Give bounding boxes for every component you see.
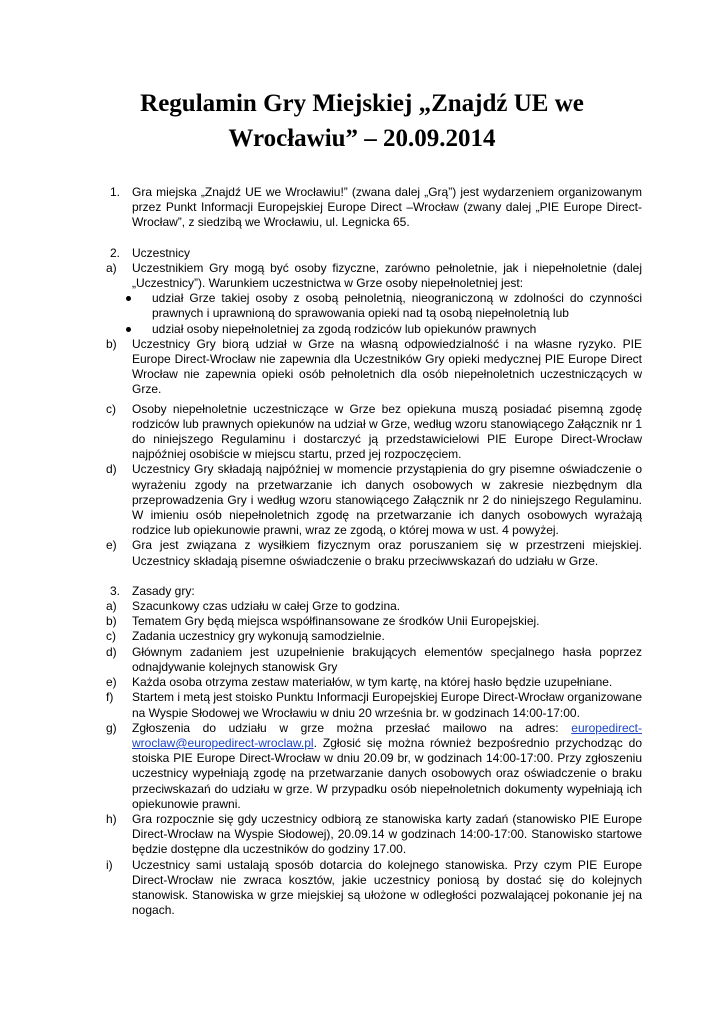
section-2-item-b: [106, 337, 642, 398]
item-marker: d): [106, 462, 117, 477]
item-text: Uczestnikiem Gry mogą być osoby fizyczne, zarówno pełnoletnie, jak i niepełnoletnie (dalej „Uczestnicy”). Warunkiem uczestnictwa w Grze osoby niepełnoletniej jest:: [132, 260, 642, 291]
item-text: Gra jest związana z wysiłkiem fizycznym oraz poruszaniem się w przestrzeni miejskiej. Uczestnicy składają pisemne oświadczenie o braku przeciwwskazań do udziału w Grze.: [132, 538, 642, 568]
item-marker: a): [106, 260, 117, 275]
item-marker: e): [106, 675, 117, 690]
item-text: Każda osoba otrzyma zestaw materiałów, w tym kartę, na której hasło będzie uzupełniane.: [132, 675, 613, 690]
item-marker: a): [106, 599, 117, 614]
item-marker: c): [106, 629, 116, 644]
section-3-number: 3.: [110, 583, 121, 598]
item-text: Zgłoszenia do udziału w grze można przesłać mailowo na adres:: [132, 720, 559, 735]
section-3-item-i: [106, 858, 642, 919]
section-3-item-g: [106, 721, 642, 812]
item-text: Gra rozpocznie się gdy uczestnicy odbiorą ze stanowiska karty zadań (stanowisko PIE Europe Direct-Wrocław na Wyspie Słodowej), 20.09.14 w godzinach 14:00-17:00. Stanowisko startowe będzie dostępne dla uczestników do godziny 17.00.: [132, 811, 642, 857]
document-title: [60, 86, 664, 156]
item-text: Głównym zadaniem jest uzupełnienie brakujących elementów specjalnego hasła poprzez odnajdywanie kolejnych stanowisk Gry: [132, 644, 642, 674]
section-3-item-b: [106, 614, 642, 629]
section-3-heading: [106, 584, 642, 599]
item-text: Startem i metą jest stoisko Punktu Informacji Europejskiej Europe Direct-Wrocław organizowane na Wyspie Słodowej we Wrocławiu w dniu 20 września br. w godzinach 14:00-17:00.: [132, 690, 642, 720]
section-2-item-d: [106, 462, 642, 538]
section-2-item-a: [106, 261, 642, 291]
title-line-2: Wrocławiu” – 20.09.2014: [228, 125, 496, 152]
item-marker: g): [106, 720, 117, 735]
item-text: Zadania uczestnicy gry wykonują samodzielnie.: [132, 629, 385, 644]
section-3-item-h: [106, 812, 642, 858]
section-3-item-a: [106, 599, 642, 614]
section-2-heading: [106, 246, 642, 261]
item-text: Szacunkowy czas udziału w całej Grze to godzina.: [132, 599, 401, 614]
item-text: Uczestnicy Gry składają najpóźniej w momencie przystąpienia do gry pisemne oświadczenie o wyrażeniu zgody na przetwarzanie ich danych osobowych w zakresie niezbędnym dla przeprowadzenia Gry i według wzoru stanowiącego Załącznik nr 2 do niniejszego Regulaminu. W imieniu osób niepełnoletnich zgodę na przetwarzanie ich danych osobowych wyrażają rodzice lub opiekunowie prawni, wraz ze zgodą, o której mowa w ust. 4 powyżej.: [132, 462, 642, 538]
bullet-icon: [126, 327, 131, 332]
item-text: Uczestnicy sami ustalają sposób dotarcia do kolejnego stanowiska. Przy czym PIE Europe Direct-Wrocław nie zwraca kosztów, jakie uczestnicy poniosą by dostać się do kolejnych stanowisk. Stanowiska w grze miejskiej są ułożone w odległości pozwalającej pokonanie jej na nogach.: [132, 857, 642, 918]
section-2-number: 2.: [110, 245, 121, 260]
item-text-continued: . Zgłosić się można również bezpośrednio przychodząc do stoiska PIE Europe Direct-Wrocław w dniu 20.09 br, w godzinach 14:00-17:00. Przy zgłoszeniu uczestnicy wypełniają zgodę na przetwarzanie danych osobowych oraz oświadczenie o braku przeciwskazań do udziału w grze. W przypadku osób niepełnoletnich dokumenty wypełniają ich opiekunowie prawni.: [132, 735, 642, 811]
bullet-item: [152, 322, 642, 337]
section-2-item-e: [106, 538, 642, 568]
section-3-heading-text: Zasady gry:: [132, 583, 195, 598]
section-2-heading-text: Uczestnicy: [132, 245, 191, 260]
item-marker: b): [106, 336, 117, 351]
item-marker: d): [106, 644, 117, 659]
bullet-text: udział Grze takiej osoby z osobą pełnoletnią, nieograniczoną w zdolności do czynności prawnych i uprawnioną do sprawowania opieki nad tą osobą niepełnoletnią lub: [152, 291, 642, 321]
item-text: Tematem Gry będą miejsca współfinansowane ze środków Unii Europejskiej.: [132, 614, 540, 629]
bullet-icon: [126, 296, 131, 301]
email-link[interactable]: europedirect-wroclaw@europedirect-wroclaw.pl: [132, 720, 642, 750]
section-3-item-e: [106, 675, 642, 690]
item-marker: b): [106, 614, 117, 629]
item-marker: f): [106, 690, 114, 705]
section-1-text: Gra miejska „Znajdź UE we Wrocławiu!” (zwana dalej „Grą”) jest wydarzeniem organizowanym przez Punkt Informacji Europejskiej Europe Direct –Wrocław (zwany dalej „PIE Europe Direct-Wrocław”, z siedzibą we Wrocławiu, ul. Legnicka 65.: [132, 185, 642, 230]
document-body: [106, 185, 642, 918]
section-3-item-d: [106, 645, 642, 675]
item-marker: e): [106, 538, 117, 553]
section-1-number: 1.: [110, 185, 121, 199]
bullet-text: udział osoby niepełnoletniej za zgodą rodziców lub opiekunów prawnych: [152, 321, 537, 336]
section-1: [106, 185, 642, 231]
item-marker: c): [106, 401, 116, 416]
item-text: Uczestnicy Gry biorą udział w Grze na własną odpowiedzialność i na własne ryzyko. PIE Europe Direct-Wrocław nie zapewnia dla Uczestników Gry opieki medycznej PIE Europe Direct Wrocław nie zapewnia opieki osób pełnoletnich dla osób niepełnoletnich uczestniczących w Grze.: [132, 336, 642, 397]
section-3-item-c: [106, 629, 642, 644]
item-marker: h): [106, 811, 117, 826]
item-text: Osoby niepełnoletnie uczestniczące w Grze bez opiekuna muszą posiadać pisemną zgodę rodziców lub prawnych opiekunów na udział w Grze, według wzoru stanowiącego Załącznik nr 1 do niniejszego Regulaminu i dostarczyć ją przedstawicielowi PIE Europe Direct-Wrocław najpóźniej osobiście w miejscu startu, przed jej rozpoczęciem.: [132, 401, 642, 462]
section-3-item-f: [106, 690, 642, 720]
bullet-item: [152, 291, 642, 321]
section-2-item-c: [106, 402, 642, 463]
item-marker: i): [106, 857, 113, 872]
title-line-1: Regulamin Gry Miejskiej „Znajdź UE we: [140, 90, 584, 117]
section-2-bullet-list: [106, 291, 642, 337]
